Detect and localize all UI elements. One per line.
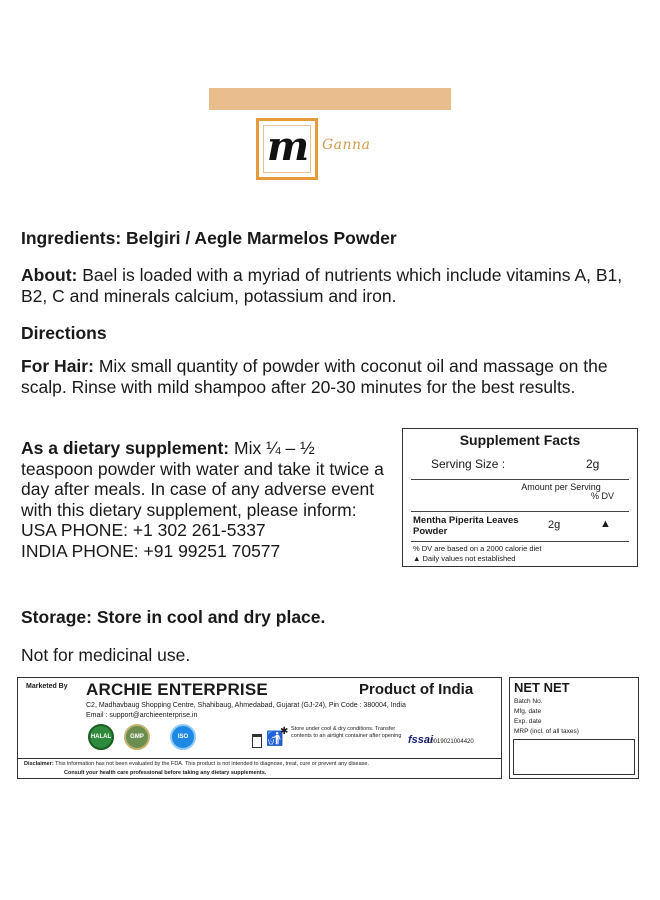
disclaimer-text-2: Consult your health care professional before taking any dietary supplements. — [64, 770, 267, 776]
diet-label: As a dietary supplement: — [21, 438, 230, 458]
diet-text: Mix ¼ – ½ teaspoon powder with water and take it twice a day after meals. In case of any adverse event with this dietary supplement, please inform: — [21, 438, 384, 520]
divider — [411, 541, 629, 542]
medicinal-note: Not for medicinal use. — [21, 645, 191, 665]
mfg-date: Mfg. date — [514, 708, 542, 715]
diet-section — [21, 438, 391, 561]
hair-text: Mix small quantity of powder with coconut oil and massage on the scalp. Rinse with mild shampoo after 20-30 minutes for the best results. — [21, 356, 608, 397]
halal-badge-icon: HALAL — [88, 724, 114, 750]
storage-line — [21, 607, 325, 628]
fssai-number: 10019021004420 — [427, 739, 474, 745]
company-email: Email : support@archieenterprise.in — [86, 712, 198, 719]
marketed-by: Marketed By — [26, 683, 68, 690]
brand-color-bar — [209, 88, 451, 110]
divider — [411, 479, 629, 480]
product-of-india: Product of India — [359, 681, 474, 698]
ingredients-value: Belgiri / Aegle Marmelos Powder — [126, 228, 397, 248]
serving-size-value: 2g — [586, 457, 600, 471]
fssai-logo: fssai — [408, 734, 434, 746]
about-section — [21, 265, 641, 306]
india-phone: INDIA PHONE: +91 99251 70577 — [21, 540, 281, 561]
mrp: MRP (incl. of all taxes) — [514, 728, 579, 735]
hair-section — [21, 356, 641, 397]
batch-no: Batch No. — [514, 698, 543, 705]
company-name: ARCHIE ENTERPRISE — [86, 680, 268, 699]
amount-per-serving-header: Amount per Serving — [521, 482, 601, 492]
person-icon: 🚮 — [266, 730, 284, 746]
divider — [411, 511, 629, 512]
daily-values-footnote: ▲ Daily values not established — [413, 554, 516, 563]
about-label: About: — [21, 265, 78, 285]
ingredient-name: Mentha Piperita Leaves Powder — [413, 515, 519, 537]
exp-date: Exp. date — [514, 718, 542, 725]
supplement-facts-title: Supplement Facts — [459, 432, 581, 448]
disclaimer — [24, 761, 369, 767]
triangle-icon: ▲ — [600, 518, 611, 530]
price-box — [513, 739, 635, 775]
iso-badge-icon: ISO — [170, 724, 196, 750]
logo-letter: m — [266, 123, 310, 170]
net-title: NET NET — [514, 680, 570, 695]
gmp-badge-icon: GMP — [124, 724, 150, 750]
dv-header: % DV — [591, 491, 615, 501]
storage-text: Store in cool and dry place. — [96, 607, 326, 627]
storage-label: Storage: — [21, 607, 92, 627]
about-text: Bael is loaded with a myriad of nutrients which include vitamins A, B1, B2, C and minerals calcium, potassium and iron. — [21, 265, 623, 306]
serving-size-label: Serving Size : — [431, 457, 506, 471]
sun-icon: ✱ — [280, 726, 289, 737]
ingredients-line — [21, 228, 397, 249]
supplement-facts-panel — [402, 428, 638, 567]
storage-instructions: Store under cool & dry conditions. Transfer contents to an airtight container after opening — [291, 726, 402, 739]
ingredients-label: Ingredients: — [21, 228, 122, 248]
ingredient-qty: 2g — [548, 519, 561, 531]
directions-heading: Directions — [21, 323, 107, 343]
dv-footnote: % DV are based on a 2000 calorie diet — [413, 544, 542, 553]
net-panel — [509, 677, 639, 779]
manufacturer-label — [17, 677, 502, 779]
disclaimer-text: This information has not been evaluated by the FDA. This product is not intended to diagnose, treat, cure or prevent any disease. — [55, 761, 369, 767]
disclaimer-label: Disclaimer: — [24, 761, 54, 767]
company-address: C2, Madhavbaug Shopping Centre, Shahibaug, Ahmedabad, Gujarat (GJ-24), Pin Code : 380004, India — [86, 702, 406, 709]
usa-phone: USA PHONE: +1 302 261-5337 — [21, 520, 266, 540]
divider — [18, 758, 501, 759]
recycle-bin-icon — [252, 734, 262, 748]
hair-label: For Hair: — [21, 356, 94, 376]
brand-name: Ganna — [322, 137, 371, 153]
